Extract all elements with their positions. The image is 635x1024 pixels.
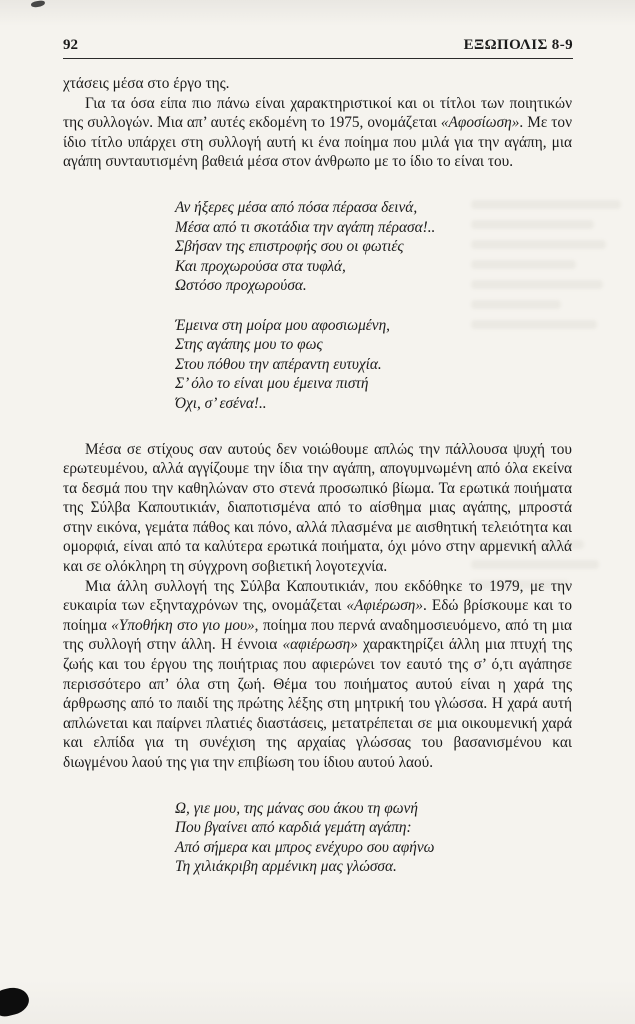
paragraph-love-poems: Μέσα σε στίχους σαν αυτούς δεν νοιώθουμε απλώς την πάλλουσα ψυχή του ερωτευμένου, αλλά αγγίζουμε την ίδια την αγάπη, απογυμνωμένη από όλα εκείνα τα δεσμά που την καθηλώναν στο στενά προσωπικό βίωμα. Τα ερωτικά ποιήματα της Σύλβα Καπουτικιάν, διαποτισμένα από το αίσθημα μιας αγάπης, μπροστά στην εικόνα, γεμάτα πάθος και πόνο, αλλά πλασμένα με αισθητική τελειότητα και ομορφιά, είναι από τα καλύτερα ερωτικά ποιήματα, όχι μόνο στην αρμενική αλλά και σε ολόκληρη τη σύγχρονη σοβιετική λογοτεχνία. xyxy=(63,440,572,576)
paragraph-collection-titles xyxy=(63,94,572,172)
header-rule xyxy=(63,58,573,59)
poem-stanza-1 xyxy=(175,198,572,296)
poem-line: Από σήμερα και μπρος ενέχυρο σου αφήνω xyxy=(175,838,435,856)
poem-afosiosi xyxy=(175,198,572,414)
poem-line: Αν ήξερες μέσα από πόσα πέρασα δεινά, xyxy=(175,198,418,216)
page-header xyxy=(63,37,573,54)
poem-line: Στου πόθου την απέραντη ευτυχία. xyxy=(175,355,382,373)
title-run-afierosi-lower: «αφιέρωση» xyxy=(282,636,358,654)
text-run: , ποίημα που περνά αναδημοσιευόμενο, από τη μια της συλλογή στην άλλη. Η έννοια xyxy=(63,616,572,654)
page-number: 92 xyxy=(63,37,78,53)
poem-stanza-2 xyxy=(175,316,572,414)
poem-line: Ω, γιε μου, της μάνας σου άκου τη φωνή xyxy=(175,799,418,817)
title-run-afierosi: «Αφιέρωση» xyxy=(346,597,424,615)
poem-line: Στης αγάπης μου το φως xyxy=(175,336,323,354)
poem-line: Μέσα από τι σκοτάδια την αγάπη πέρασα!.. xyxy=(175,218,436,236)
journal-title: ΕΞΩΠΟΛΙΣ 8-9 xyxy=(463,37,573,53)
poem-line: Έμεινα στη μοίρα μου αφοσιωμένη, xyxy=(175,316,391,334)
text-run: . Με τον ίδιο τίτλο υπάρχει στη συλλογή αυτή κι ένα ποίημα που μιλά για την αγάπη, μια αγάπη συνταυτισμένη βαθειά μέσα στον άνθρωπο με το ίδιο το είναι του. xyxy=(63,114,572,171)
poem-line: Σβήσαν της επιστροφής σου οι φωτιές xyxy=(175,238,404,256)
scan-ink-blot-bottom-left xyxy=(0,984,32,1019)
paragraph-afierosi xyxy=(63,577,572,773)
poem-mitriki-glossa xyxy=(175,799,572,877)
title-run-ypothiki: «Υποθήκη στο γιο μου» xyxy=(111,616,255,634)
poem-line: Σ’ όλο το είναι μου έμεινα πιστή xyxy=(175,375,369,393)
poem-stanza xyxy=(175,799,572,877)
poem-line: Τη χιλιάκριβη αρμένικη μας γλώσσα. xyxy=(175,858,397,876)
text-run: . Εδώ βρίσκουμε και το ποίημα xyxy=(63,597,572,634)
page-body xyxy=(63,74,572,903)
text-run: χαρακτηρίζει άλλη μια πτυχή της ζωής και του έργου της ποιήτριας που αφιερώνει τον εαυτό της σ’ ό,τι αγάπησε περισσότερο απ’ όλα στη ζωή. Θέμα του ποιήματος αυτού είναι η χαρά της άρθρωσης από το παιδί της πρώτης λέξης στη μητρική του γλώσσα. Η χαρά αυτή απλώνεται και παίρνει πλατιές διαστάσεις, μετατρέπεται σε μια οικουμενική χαρά και ελπίδα για τη συνέχιση της αρχαίας γλώσσας του βασανισμένου και διωγμένου λαού της για την επιβίωση του ίδιου αυτού λαού. xyxy=(63,636,572,771)
poem-line: Που βγαίνει από καρδιά γεμάτη αγάπη: xyxy=(175,819,412,837)
poem-line: Όχι, σ’ εσένα!.. xyxy=(175,394,267,412)
paragraph-continuation: χτάσεις μέσα στο έργο της. xyxy=(63,75,230,92)
title-run-afosiosi: «Αφοσίωση» xyxy=(440,114,520,132)
poem-line: Και προχωρούσα στα τυφλά, xyxy=(175,257,346,275)
text-run: Μια άλλη συλλογή της Σύλβα Καπουτικιάν, που εκδόθηκε το 1979, με την ευκαιρία των εξηνταχρόνων της, ονομάζεται xyxy=(63,577,572,615)
text-run: Για τα όσα είπα πιο πάνω είναι χαρακτηριστικοί και οι τίτλοι των ποιητικών της συλλογών. Μια απ’ αυτές εκδομένη το 1975, ονομάζεται xyxy=(63,94,572,132)
poem-line: Ωστόσο προχωρούσα. xyxy=(175,277,307,295)
scan-smudge-top-left xyxy=(31,0,46,8)
